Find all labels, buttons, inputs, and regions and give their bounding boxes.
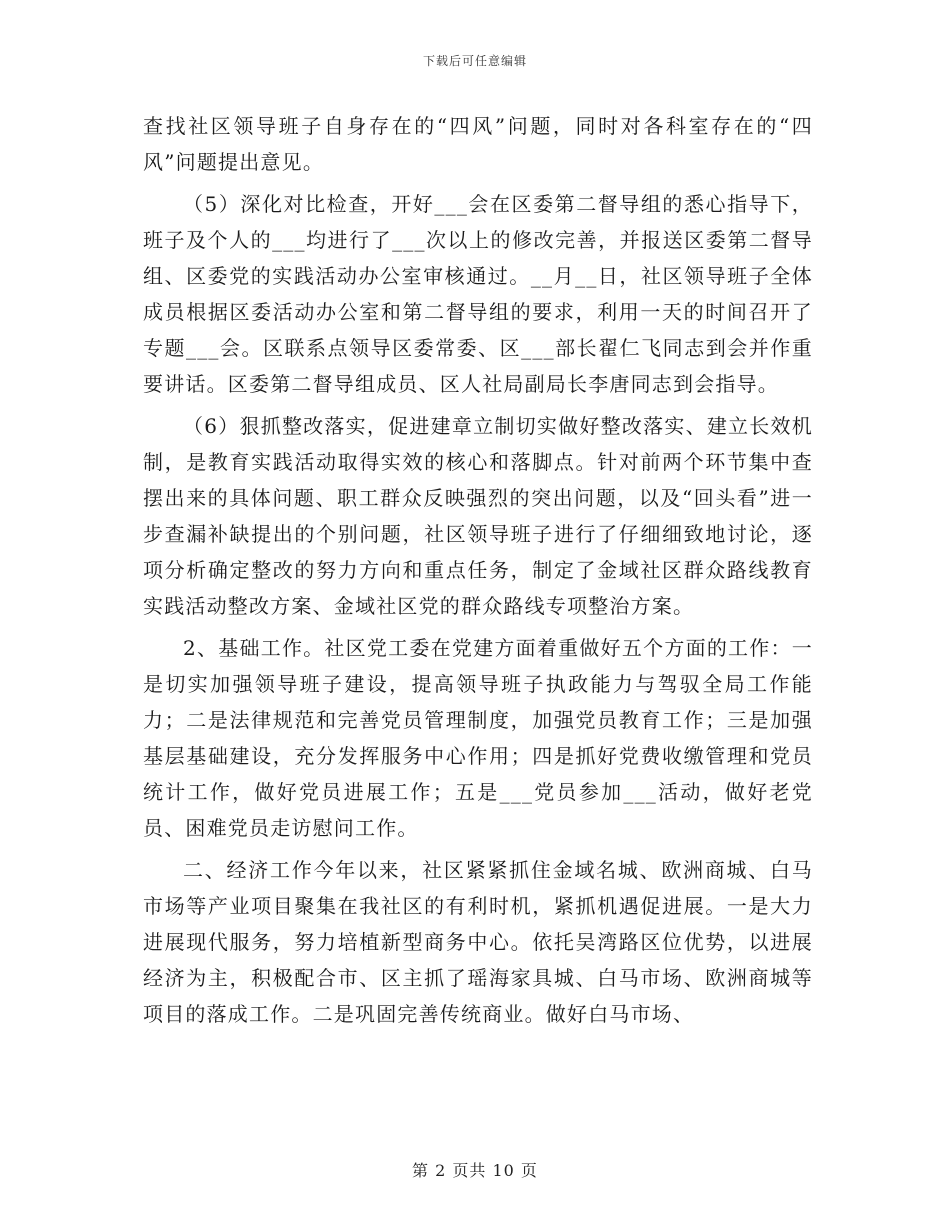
paragraph-item-5: （5）深化对比检查，开好___会在区委第二督导组的悉心指导下，班子及个人的___均进行了___次以上的修改完善，并报送区委第二督导组、区委党的实践活动办公室审核通过。__月__日，社区领导班子全体成员根据区委活动办公室和第二督导组的要求，利用一天的时间召开了专题___会。区联系点领导区委常委、区___部长翟仁飞同志到会并作重要讲话。区委第二督导组成员、区人社局副局长李唐同志到会指导。 [143, 192, 813, 396]
page-header: 下载后可任意编辑 [422, 54, 527, 68]
paragraph-economic-work: 二、经济工作今年以来，社区紧紧抓住金域名城、欧洲商城、白马市场等产业项目聚集在我社区的有利时机，紧抓机遇促进展。一是大力进展现代服务，努力培植新型商务中心。依托吴湾路区位优势，以进展经济为主，积极配合市、区主抓了瑶海家具城、白马市场、欧洲商城等项目的落成工作。二是巩固完善传统商业。做好白马市场、 [143, 858, 813, 1026]
document-body [143, 108, 813, 1038]
paragraph-item-6: （6）狠抓整改落实，促进建章立制切实做好整改落实、建立长效机制，是教育实践活动取得实效的核心和落脚点。针对前两个环节集中查摆出来的具体问题、职工群众反映强烈的突出问题，以及“回头看”进一步查漏补缺提出的个别问题，社区领导班子进行了仔细细致地讨论，逐项分析确定整改的努力方向和重点任务，制定了金域社区群众路线教育实践活动整改方案、金域社区党的群众路线专项整治方案。 [143, 414, 813, 618]
paragraph-basic-work: 2、基础工作。社区党工委在党建方面着重做好五个方面的工作：一是切实加强领导班子建设，提高领导班子执政能力与驾驭全局工作能力；二是法律规范和完善党员管理制度，加强党员教育工作；三是加强基层基础建设，充分发挥服务中心作用；四是抓好党费收缴管理和党员统计工作，做好党员进展工作；五是___党员参加___活动，做好老党员、困难党员走访慰问工作。 [143, 636, 813, 840]
paragraph-continued: 查找社区领导班子自身存在的“四风”问题，同时对各科室存在的“四风”问题提出意见。 [143, 114, 813, 174]
page-footer: 第 2 页共 10 页 [412, 1161, 538, 1180]
